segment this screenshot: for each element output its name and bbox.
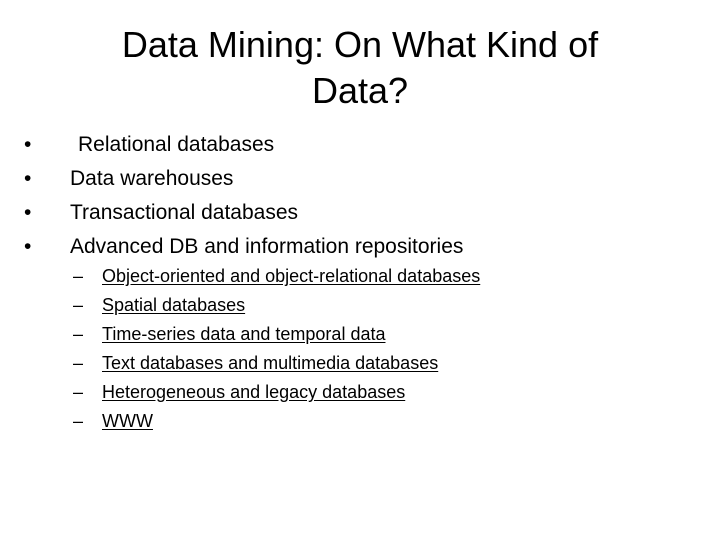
- dash-marker: –: [73, 411, 84, 431]
- bullet-text: Data warehouses: [70, 167, 234, 190]
- sub-bullet-link[interactable]: Object-oriented and object-relational databases: [102, 266, 481, 286]
- dash-marker: –: [73, 353, 84, 373]
- dash-marker: –: [73, 382, 84, 402]
- dash-marker: –: [73, 324, 84, 344]
- sub-bullet-link[interactable]: Time-series data and temporal data: [102, 324, 386, 344]
- title-line-1: Data Mining: On What Kind of: [121, 24, 599, 65]
- dash-marker: –: [73, 266, 84, 286]
- bullet-marker: •: [24, 167, 32, 190]
- dash-marker: –: [73, 295, 84, 315]
- sub-bullet-link[interactable]: WWW: [102, 411, 153, 431]
- slide-title: [60, 22, 660, 114]
- sub-bullet-link[interactable]: Heterogeneous and legacy databases: [102, 382, 406, 402]
- bullet-marker: •: [24, 201, 32, 224]
- bullet-marker: •: [24, 133, 32, 156]
- bullet-text: Transactional databases: [70, 201, 299, 224]
- bullet-text: Advanced DB and information repositories: [70, 235, 464, 258]
- sub-bullet-link[interactable]: Text databases and multimedia databases: [102, 353, 439, 373]
- title-line-2: Data?: [311, 70, 409, 111]
- sub-bullet-link[interactable]: Spatial databases: [102, 295, 246, 315]
- bullet-marker: •: [24, 235, 32, 258]
- bullet-text: Relational databases: [78, 133, 275, 156]
